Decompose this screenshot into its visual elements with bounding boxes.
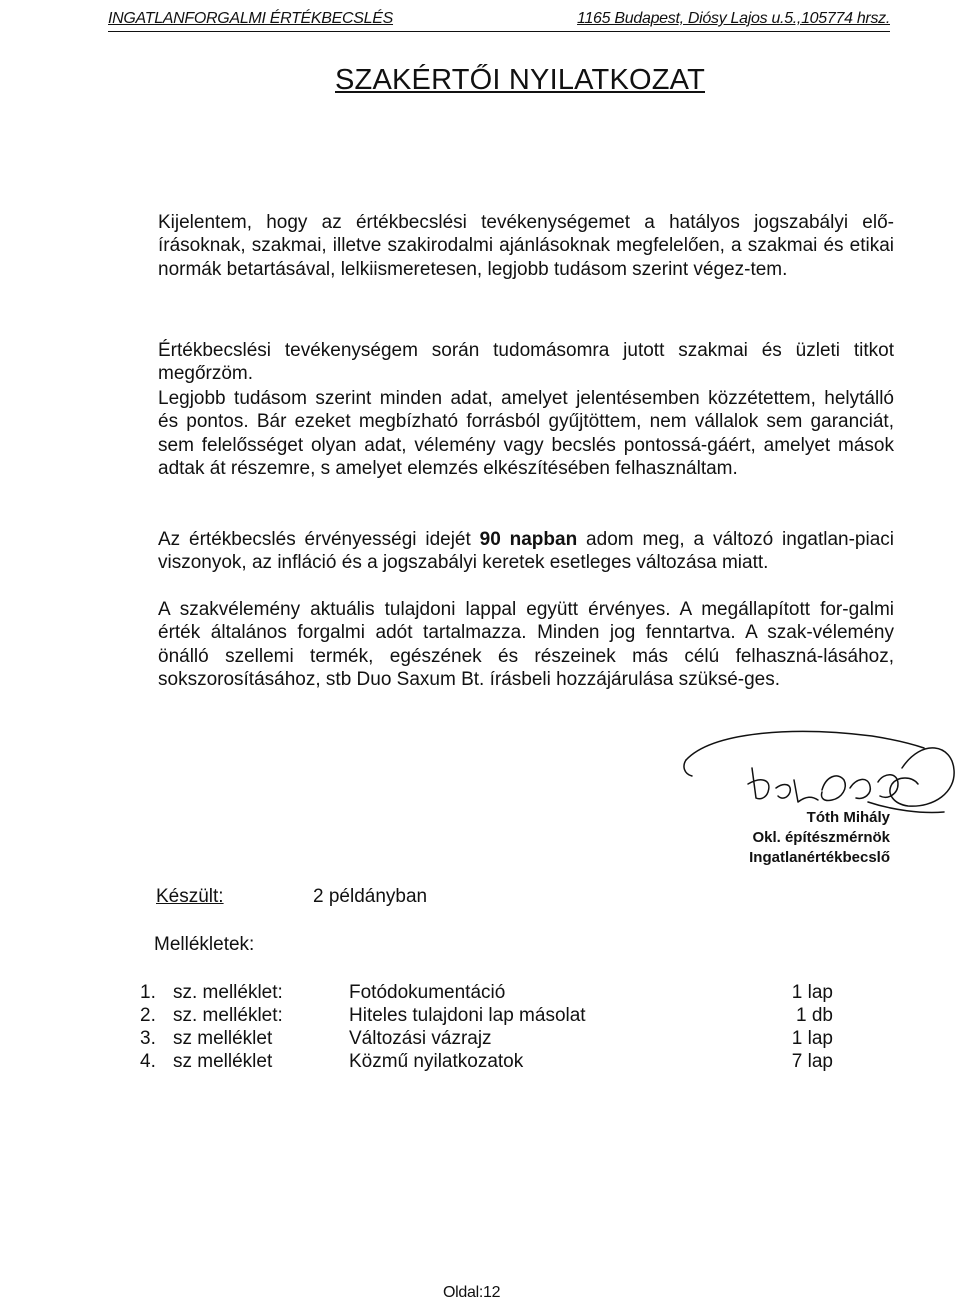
attachment-row — [0, 1005, 960, 1029]
paragraph-rights: A szakvélemény aktuális tulajdoni lappal együtt érvényes. A megállapított for-galmi érték általános forgalmi adót tartalmazza. Minden jog fenntartva. A szak-vélemény önálló szellemi termék, egészének és részeinek más célú felhaszná-lásához, sokszorosításához, stb Duo Saxum Bt. írásbeli hozzájárulása szüksé-ges. — [158, 599, 894, 691]
attachment-quantity: 1 lap — [791, 982, 833, 1003]
attachment-title: Közmű nyilatkozatok — [349, 1051, 524, 1072]
header-left: INGATLANFORGALMI ÉRTÉKBECSLÉS — [108, 10, 394, 27]
signatory-role: Ingatlanértékbecslő — [749, 849, 890, 866]
attachment-kind: sz. melléklet: — [173, 1005, 283, 1026]
attachment-row — [0, 1051, 960, 1075]
page-title: SZAKÉRTŐI NYILATKOZAT — [335, 64, 705, 96]
attachment-number: 2. — [140, 1005, 156, 1026]
signatory-block — [749, 808, 890, 868]
attachment-number: 3. — [140, 1028, 156, 1049]
signatory-title: Okl. építészmérnök — [752, 829, 890, 846]
header-divider — [108, 31, 890, 32]
attachment-title: Hiteles tulajdoni lap másolat — [349, 1005, 586, 1026]
attachments-heading: Mellékletek: — [154, 934, 255, 955]
signatory-name: Tóth Mihály — [806, 809, 890, 826]
attachment-number: 1. — [140, 982, 156, 1003]
attachment-quantity: 1 lap — [791, 1028, 833, 1049]
prepared-value: 2 példányban — [313, 886, 428, 907]
validity-period: 90 napban — [479, 529, 578, 550]
header-right: 1165 Budapest, Diósy Lajos u.5.,105774 hrsz. — [577, 10, 890, 27]
attachment-quantity: 7 lap — [791, 1051, 833, 1072]
validity-text-after: adom meg, a változó ingatlan-piaci viszonyok, az infláció és a jogszabályi keretek esetleges változása miatt. — [158, 529, 894, 574]
attachment-kind: sz. melléklet: — [173, 982, 283, 1003]
prepared-label: Készült: — [156, 886, 224, 907]
paragraph-statement: Kijelentem, hogy az értékbecslési tevékenységemet a hatályos jogszabályi elő-írásoknak, szakmai, illetve szakirodalmi ajánlásoknak megfelelően, a szakmai és etikai normák betartásával, lelkiismeretesen, legjobb tudásom szerint végez-tem. — [158, 212, 894, 280]
attachment-row — [0, 1028, 960, 1052]
paragraph-confidentiality: Értékbecslési tevékenységem során tudomásomra jutott szakmai és üzleti titkot megőrzöm. — [158, 340, 894, 385]
attachment-title: Változási vázrajz — [349, 1028, 492, 1049]
attachment-title: Fotódokumentáció — [349, 982, 506, 1003]
attachment-kind: sz melléklet — [173, 1028, 273, 1049]
attachment-quantity: 1 db — [796, 1005, 833, 1026]
validity-text-before: Az értékbecslés érvényességi idejét — [158, 529, 480, 550]
paragraph-accuracy: Legjobb tudásom szerint minden adat, amelyet jelentésemben közzétettem, helytálló és pontos. Bár ezeket megbízható forrásból gyűjtöttem, nem vállalok sem garanciát, sem felelősséget olyan adat, vélemény vagy becslés pontossá-gáért, amelyet mások adtak át részemre, s amelyet elemzés elkészítésében felhasználtam. — [158, 388, 894, 480]
page-number: Oldal:12 — [443, 1284, 501, 1301]
paragraph-validity — [158, 528, 894, 575]
attachment-number: 4. — [140, 1051, 156, 1072]
attachment-row — [0, 982, 960, 1006]
attachment-kind: sz melléklet — [173, 1051, 273, 1072]
